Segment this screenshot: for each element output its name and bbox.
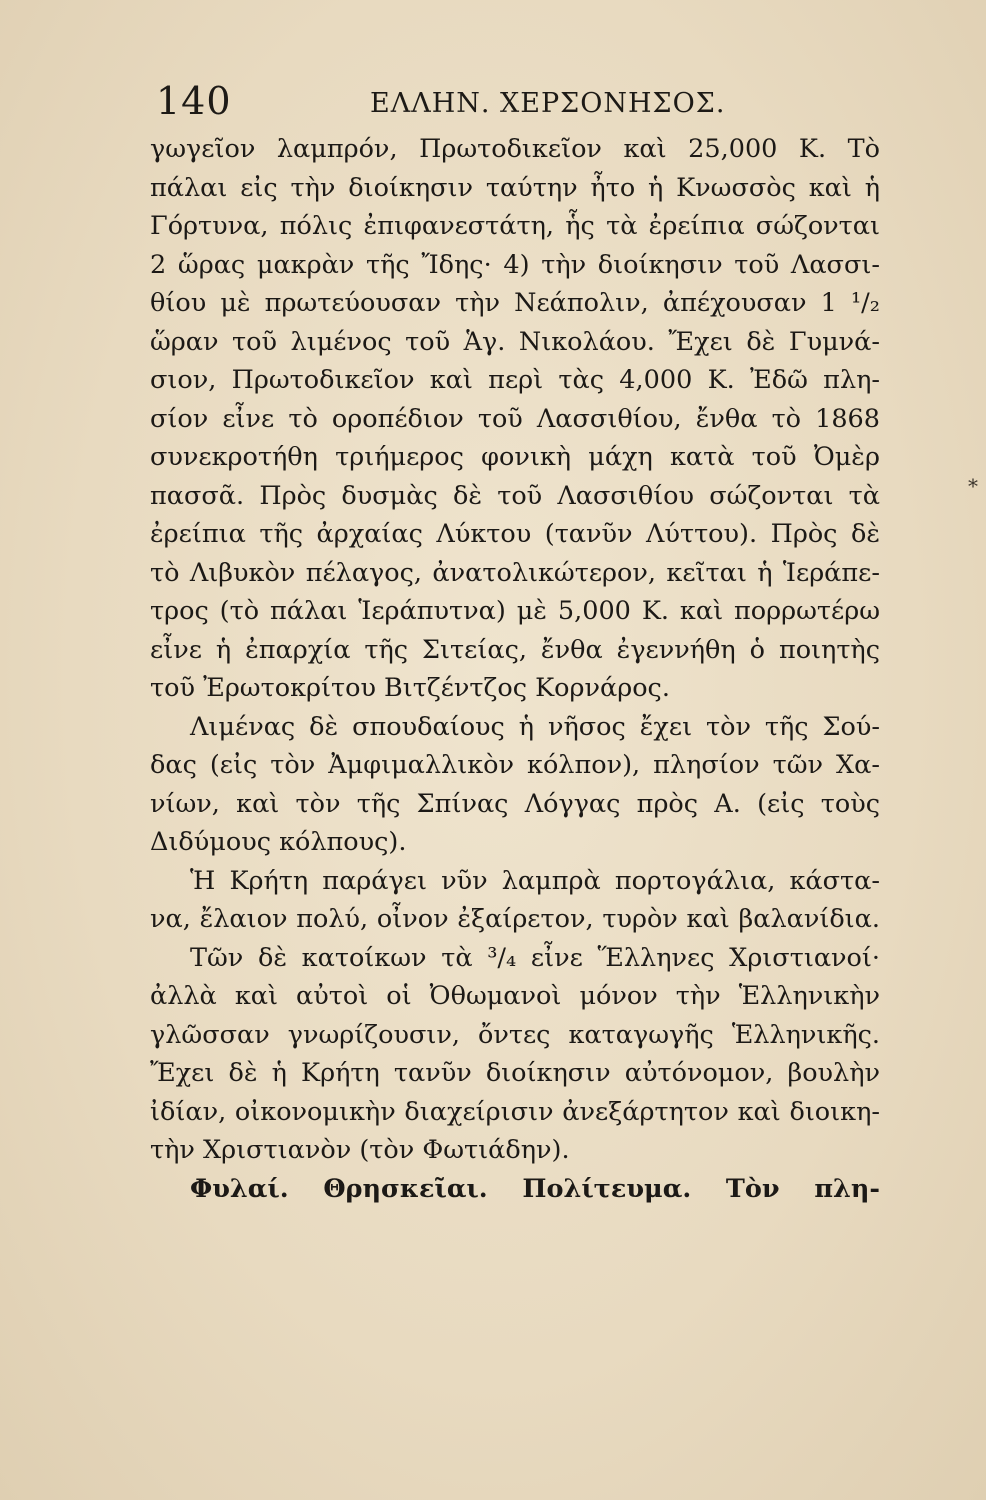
text-line: Τῶν δὲ κατοίκων τὰ ³/₄ εἶνε Ἕλληνες Χριστιανοί·	[190, 942, 880, 973]
text-line: εἶνε ἡ ἐπαρχία τῆς Σιτείας, ἔνθα ἐγεννήθη ὁ ποιητὴς	[150, 634, 880, 665]
text-line: σίον εἶνε τὸ οροπέδιον τοῦ Λασσιθίου, ἔνθα τὸ 1868	[150, 403, 880, 434]
text-line: τὴν Χριστιανὸν (τὸν Φωτιάδην).	[150, 1135, 570, 1165]
text-line: Γόρτυνα, πόλις ἐπιφανεστάτη, ἧς τὰ ἐρείπια σώζονται	[150, 211, 880, 241]
text-line: Ἔχει δὲ ἡ Κρήτη τανῦν διοίκησιν αὐτόνομον, βουλὴν	[150, 1058, 880, 1088]
text-line: νίων, καὶ τὸν τῆς Σπίνας Λόγγας πρὸς Α. (εἰς τοὺς	[150, 788, 880, 819]
text-line: ἰδίαν, οἰκονομικὴν διαχείρισιν ἀνεξάρτητον καὶ διοικη-	[150, 1096, 880, 1127]
page-number: 140	[156, 79, 232, 123]
text-line: Λιμένας δὲ σπουδαίους ἡ νῆσος ἔχει τὸν τῆς Σού-	[190, 711, 880, 742]
text-line: Ἡ Κρήτη παράγει νῦν λαμπρὰ πορτογάλια, κάστα-	[190, 865, 880, 896]
text-line: τὸ Λιβυκὸν πέλαγος, ἀνατολικώτερον, κεῖται ἡ Ἱεράπε-	[150, 557, 880, 588]
text-line: πάλαι εἰς τὴν διοίκησιν ταύτην ἦτο ἡ Κνωσσὸς καὶ ἡ	[150, 172, 880, 203]
text-line: ἀλλὰ καὶ αὐτοὶ οἱ Ὀθωμανοὶ μόνον τὴν Ἑλληνικὴν	[150, 981, 880, 1011]
text-line: Διδύμους κόλπους).	[150, 827, 407, 857]
text-line: γωγεῖον λαμπρόν, Πρωτοδικεῖον καὶ 25,000 Κ. Τὸ	[150, 134, 880, 164]
text-line: πασσᾶ. Πρὸς δυσμὰς δὲ τοῦ Λασσιθίου σώζονται τὰ	[150, 480, 880, 511]
running-title: ΕΛΛΗΝ. ΧΕΡΣΟΝΗΣΟΣ.	[370, 88, 726, 119]
body-text	[150, 130, 880, 1208]
text-line: θίου μὲ πρωτεύουσαν τὴν Νεάπολιν, ἀπέχουσαν 1 ¹/₂	[150, 288, 880, 318]
text-line: τρος (τὸ πάλαι Ἱεράπυτνα) μὲ 5,000 Κ. καὶ πορρωτέρω	[150, 596, 880, 626]
text-line: γλῶσσαν γνωρίζουσιν, ὄντες καταγωγῆς Ἑλληνικῆς.	[150, 1019, 880, 1050]
page-header	[150, 76, 880, 126]
text-line: σιον, Πρωτοδικεῖον καὶ περὶ τὰς 4,000 Κ. Ἐδῶ πλη-	[150, 365, 880, 395]
text-line: δας (εἰς τὸν Ἀμφιμαλλικὸν κόλπον), πλησίον τῶν Χα-	[150, 750, 880, 780]
text-line: ὥραν τοῦ λιμένος τοῦ Ἁγ. Νικολάου. Ἔχει δὲ Γυμνά-	[150, 326, 880, 357]
text-line: να, ἔλαιον πολύ, οἶνον ἐξαίρετον, τυρὸν καὶ βαλανίδια.	[150, 904, 880, 934]
text-line: ἐρείπια τῆς ἀρχαίας Λύκτου (τανῦν Λύττου). Πρὸς δὲ	[150, 519, 880, 549]
text-line: τοῦ Ἐρωτοκρίτου Βιτζέντζος Κορνάρος.	[150, 673, 670, 703]
text-line: 2 ὥρας μακρὰν τῆς Ἴδης· 4) τὴν διοίκησιν τοῦ Λασσι-	[150, 249, 880, 280]
section-heading-line: Φυλαί. Θρησκεῖαι. Πολίτευμα. Τὸν πλη-	[190, 1173, 880, 1204]
margin-mark: *	[968, 474, 978, 498]
text-line: συνεκροτήθη τριήμερος φονικὴ μάχη κατὰ τοῦ Ὀμὲρ	[150, 442, 880, 472]
